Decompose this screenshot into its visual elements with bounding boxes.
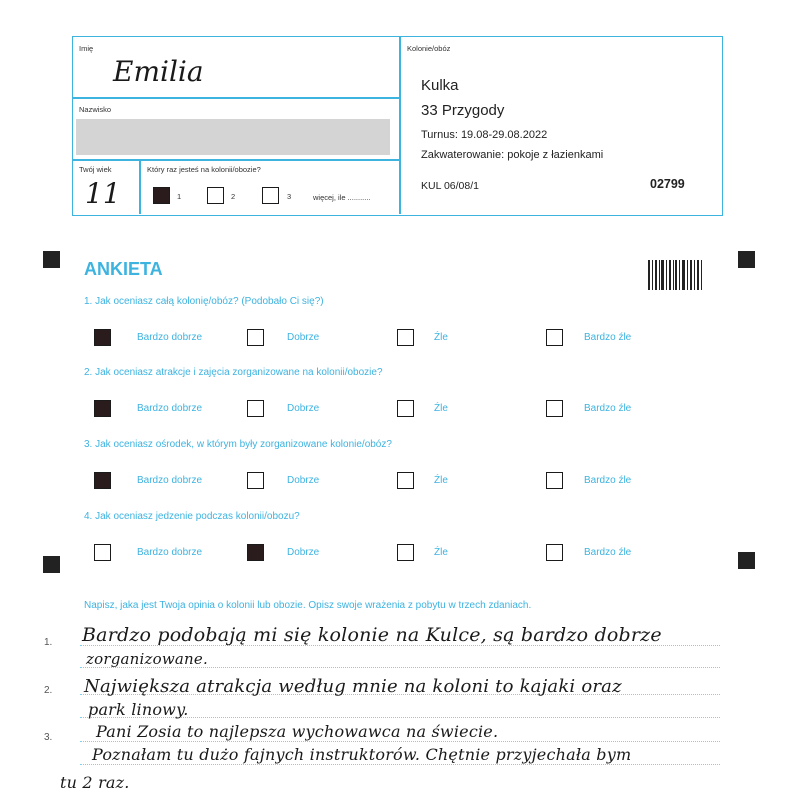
question-2-text: 2. Jak oceniasz atrakcje i zajęcia zorganizowane na kolonii/obozie? <box>84 367 383 378</box>
question-4-checkbox-4[interactable] <box>546 544 563 561</box>
question-2-checkbox-4[interactable] <box>546 400 563 417</box>
question-2-option-label: Dobrze <box>287 403 320 414</box>
question-3-option-label: Źle <box>434 475 448 486</box>
question-2-checkbox-1[interactable] <box>94 400 111 417</box>
question-4-option-label: Dobrze <box>287 547 320 558</box>
question-1-checkbox-3[interactable] <box>397 329 414 346</box>
question-4-option-label: Bardzo dobrze <box>137 547 203 558</box>
form-divider <box>73 159 399 161</box>
question-1-option-label: Dobrze <box>287 332 320 343</box>
writing-line-6 <box>80 764 720 765</box>
registration-marker-bottom-right <box>738 552 755 569</box>
wiek-label: Twój wiek <box>79 165 112 174</box>
question-4-option-label: Źle <box>434 547 448 558</box>
question-3-checkbox-4[interactable] <box>546 472 563 489</box>
question-1-checkbox-1[interactable] <box>94 329 111 346</box>
question-2-checkbox-3[interactable] <box>397 400 414 417</box>
question-1-option-label: Bardzo dobrze <box>137 332 203 343</box>
camp-program: 33 Przygody <box>421 102 505 119</box>
nazwisko-redacted <box>76 119 390 155</box>
ktory-raz-option-3: 3 <box>287 192 292 201</box>
question-4-checkbox-3[interactable] <box>397 544 414 561</box>
registration-marker-top-left <box>43 251 60 268</box>
question-4-checkbox-2[interactable] <box>247 544 264 561</box>
question-1-option-label: Źle <box>434 332 448 343</box>
zakwaterowanie: Zakwaterowanie: pokoje z łazienkami <box>421 149 604 161</box>
question-2-option-label: Bardzo źle <box>584 403 632 414</box>
question-3-checkbox-3[interactable] <box>397 472 414 489</box>
ktory-raz-option-2: 2 <box>231 192 236 201</box>
handwritten-line: Największa atrakcja według mnie na koloni to kajaki oraz <box>84 676 622 697</box>
question-2-option-label: Źle <box>434 403 448 414</box>
ktory-raz-checkbox-2[interactable] <box>207 187 224 204</box>
handwritten-line: zorganizowane. <box>86 650 208 668</box>
registration-marker-bottom-left <box>43 556 60 573</box>
imie-label: Imię <box>79 44 94 53</box>
ktory-raz-option-1: 1 <box>177 192 182 201</box>
form-number: 02799 <box>650 177 685 191</box>
line-number-3: 3. <box>44 732 53 743</box>
handwritten-line: park linowy. <box>88 700 189 719</box>
form-divider-vertical <box>399 37 401 214</box>
camp-name: Kulka <box>421 77 459 94</box>
wiek-value: 11 <box>85 177 121 210</box>
question-2-checkbox-2[interactable] <box>247 400 264 417</box>
handwritten-line: Poznałam tu dużo fajnych instruktorów. Chętnie przyjechała bym <box>92 745 632 764</box>
question-3-checkbox-2[interactable] <box>247 472 264 489</box>
question-1-text: 1. Jak oceniasz całą kolonię/obóz? (Podobało Ci się?) <box>84 296 324 307</box>
question-3-option-label: Bardzo dobrze <box>137 475 203 486</box>
line-number-2: 2. <box>44 685 53 696</box>
question-3-option-label: Dobrze <box>287 475 320 486</box>
imie-value: Emilia <box>113 55 204 88</box>
question-1-option-label: Bardzo źle <box>584 332 632 343</box>
question-1-checkbox-2[interactable] <box>247 329 264 346</box>
opinion-prompt: Napisz, jaka jest Twoja opinia o kolonii lub obozie. Opisz swoje wrażenia z pobytu w trzech zdaniach. <box>84 600 532 611</box>
turnus: Turnus: 19.08-29.08.2022 <box>421 129 548 141</box>
kolonie-label: Kolonie/obóz <box>407 44 451 53</box>
question-4-checkbox-1[interactable] <box>94 544 111 561</box>
ktory-raz-checkbox-3[interactable] <box>262 187 279 204</box>
question-1-checkbox-4[interactable] <box>546 329 563 346</box>
wiecej-label: więcej, ile ........... <box>313 193 371 202</box>
question-3-text: 3. Jak oceniasz ośrodek, w którym były zorganizowane kolonie/obóz? <box>84 439 392 450</box>
camp-code: KUL 06/08/1 <box>421 180 479 192</box>
registration-marker-top-right <box>738 251 755 268</box>
ktory-raz-label: Który raz jesteś na kolonii/obozie? <box>147 165 261 174</box>
question-4-option-label: Bardzo źle <box>584 547 632 558</box>
survey-title: ANKIETA <box>84 259 163 279</box>
writing-line-5 <box>80 741 720 742</box>
form-divider <box>73 97 399 99</box>
question-3-checkbox-1[interactable] <box>94 472 111 489</box>
handwritten-line: Pani Zosia to najlepsza wychowawca na świecie. <box>96 722 499 741</box>
nazwisko-label: Nazwisko <box>79 105 112 114</box>
handwritten-line: Bardzo podobają mi się kolonie na Kulce, są bardzo dobrze <box>82 624 662 646</box>
question-3-option-label: Bardzo źle <box>584 475 632 486</box>
handwritten-line: tu 2 raz. <box>60 773 130 792</box>
question-4-text: 4. Jak oceniasz jedzenie podczas kolonii/obozu? <box>84 511 300 522</box>
question-2-option-label: Bardzo dobrze <box>137 403 203 414</box>
ktory-raz-checkbox-1[interactable] <box>153 187 170 204</box>
barcode-icon <box>648 260 702 290</box>
camp-info-form <box>72 36 723 216</box>
line-number-1: 1. <box>44 637 53 648</box>
form-divider <box>139 159 141 214</box>
